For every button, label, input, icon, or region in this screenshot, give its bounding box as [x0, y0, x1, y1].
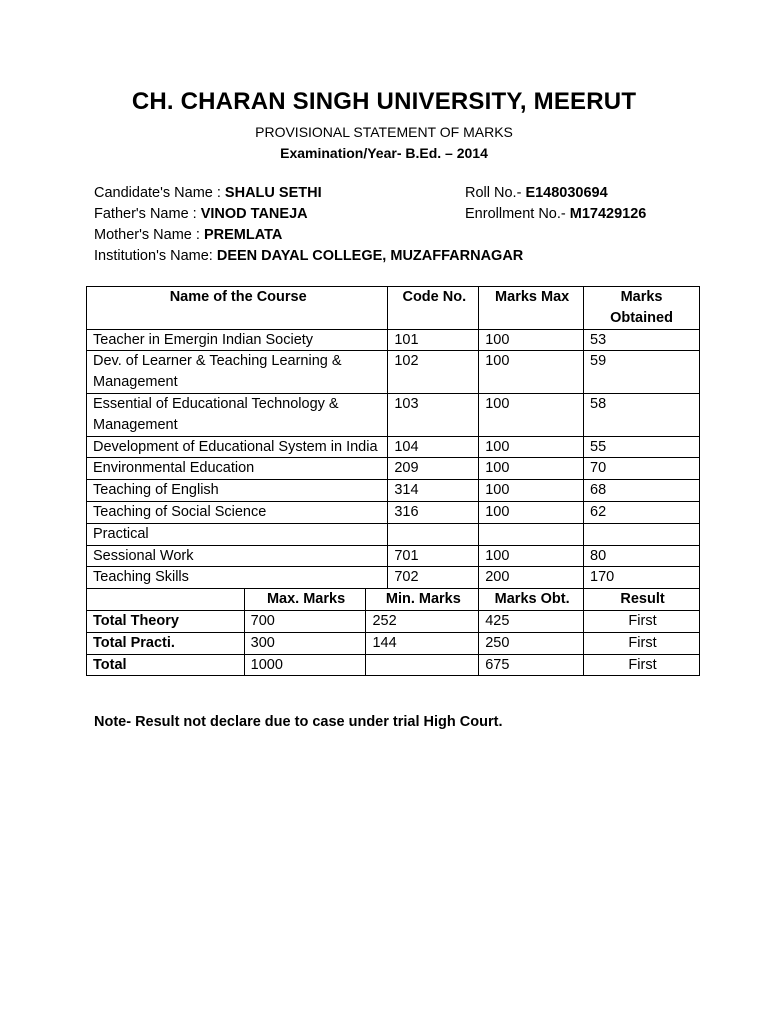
- table-row: [87, 458, 700, 480]
- mother-name-line: [94, 225, 282, 245]
- course-code: 104: [388, 436, 479, 458]
- course-marks-max: 100: [479, 545, 584, 567]
- course-marks-max: 100: [479, 480, 584, 502]
- course-header-row: [87, 287, 700, 330]
- course-name: Teaching of English: [87, 480, 388, 502]
- course-name: Dev. of Learner & Teaching Learning & Management: [87, 351, 388, 394]
- course-name: Practical: [87, 523, 388, 545]
- course-name: Development of Educational System in India: [87, 436, 388, 458]
- total-label: Total: [87, 654, 245, 676]
- course-code: 316: [388, 501, 479, 523]
- father-name-label: Father's Name :: [94, 206, 201, 222]
- course-code: 701: [388, 545, 479, 567]
- totals-row: [87, 632, 700, 654]
- table-row: [87, 329, 700, 351]
- institution-value: DEEN DAYAL COLLEGE, MUZAFFARNAGAR: [216, 248, 524, 264]
- course-marks-max: 100: [479, 393, 584, 436]
- candidate-name-line: [94, 183, 322, 203]
- total-marks-obt: 425: [479, 610, 584, 632]
- course-marks-max: 100: [479, 436, 584, 458]
- total-max-marks: 300: [244, 632, 366, 654]
- course-marks-obtained: 70: [584, 458, 700, 480]
- roll-number-line: [465, 183, 608, 203]
- course-marks-max: 100: [479, 351, 584, 394]
- total-label: Total Theory: [87, 610, 245, 632]
- header-code-no: Code No.: [388, 287, 479, 330]
- course-marks-obtained: 62: [584, 501, 700, 523]
- totals-row: [87, 654, 700, 676]
- course-code: 101: [388, 329, 479, 351]
- course-code: 702: [388, 567, 479, 589]
- header-marks-obtained: Marks Obtained: [584, 287, 700, 330]
- total-min-marks: [366, 654, 479, 676]
- course-name: Teaching of Social Science: [87, 501, 388, 523]
- header-course-name: Name of the Course: [87, 287, 388, 330]
- course-marks-obtained: 80: [584, 545, 700, 567]
- total-max-marks: 700: [244, 610, 366, 632]
- exam-year: Examination/Year- B.Ed. – 2014: [280, 145, 488, 161]
- mother-name-value: PREMLATA: [203, 227, 283, 243]
- institution-label: Institution's Name:: [94, 248, 217, 264]
- candidate-name-label: Candidate's Name :: [94, 185, 225, 201]
- course-marks-obtained: 170: [584, 567, 700, 589]
- course-marks-obtained: 53: [584, 329, 700, 351]
- header-marks-max: Marks Max: [479, 287, 584, 330]
- result-note: Note- Result not declare due to case under trial High Court.: [94, 714, 503, 730]
- course-name: Environmental Education: [87, 458, 388, 480]
- total-min-marks: 252: [366, 610, 479, 632]
- institution-line: [94, 246, 523, 266]
- header-marks-obt: Marks Obt.: [479, 589, 584, 611]
- roll-number-label: Roll No.-: [465, 185, 526, 201]
- course-code: 102: [388, 351, 479, 394]
- course-code: 103: [388, 393, 479, 436]
- roll-number-value: E148030694: [525, 185, 608, 201]
- header-max-marks: Max. Marks: [244, 589, 366, 611]
- table-row: [87, 351, 700, 394]
- total-result: First: [584, 654, 700, 676]
- course-marks-max: 100: [479, 329, 584, 351]
- header-min-marks: Min. Marks: [366, 589, 479, 611]
- enrollment-number-line: [465, 204, 646, 224]
- university-title: CH. CHARAN SINGH UNIVERSITY, MEERUT: [131, 88, 637, 115]
- table-row: [87, 436, 700, 458]
- statement-title: PROVISIONAL STATEMENT OF MARKS: [255, 124, 513, 140]
- candidate-name-value: SHALU SETHI: [224, 185, 322, 201]
- father-name-value: VINOD TANEJA: [200, 206, 308, 222]
- course-code: 209: [388, 458, 479, 480]
- total-marks-obt: 675: [479, 654, 584, 676]
- course-marks-obtained: 58: [584, 393, 700, 436]
- marks-table: [86, 286, 700, 676]
- total-result: First: [584, 632, 700, 654]
- table-row: [87, 545, 700, 567]
- total-max-marks: 1000: [244, 654, 366, 676]
- course-name: Teaching Skills: [87, 567, 388, 589]
- table-row: [87, 480, 700, 502]
- course-marks-max: 100: [479, 458, 584, 480]
- course-marks-obtained: 59: [584, 351, 700, 394]
- father-name-line: [94, 204, 308, 224]
- total-marks-obt: 250: [479, 632, 584, 654]
- course-marks-max: 100: [479, 501, 584, 523]
- course-code: [388, 523, 479, 545]
- total-result: First: [584, 610, 700, 632]
- header-result: Result: [584, 589, 700, 611]
- course-code: 314: [388, 480, 479, 502]
- course-name: Sessional Work: [87, 545, 388, 567]
- course-marks-obtained: 68: [584, 480, 700, 502]
- course-name: Teacher in Emergin Indian Society: [87, 329, 388, 351]
- totals-header-row: [87, 589, 700, 611]
- table-row: [87, 567, 700, 589]
- enrollment-number-label: Enrollment No.-: [465, 206, 570, 222]
- table-row: [87, 501, 700, 523]
- table-row: [87, 523, 700, 545]
- mother-name-label: Mother's Name :: [94, 227, 204, 243]
- enrollment-number-value: M17429126: [569, 206, 647, 222]
- totals-row: [87, 610, 700, 632]
- course-name: Essential of Educational Technology & Management: [87, 393, 388, 436]
- course-marks-obtained: [584, 523, 700, 545]
- course-marks-obtained: 55: [584, 436, 700, 458]
- total-min-marks: 144: [366, 632, 479, 654]
- course-marks-max: 200: [479, 567, 584, 589]
- totals-header-blank: [87, 589, 245, 611]
- course-marks-max: [479, 523, 584, 545]
- table-row: [87, 393, 700, 436]
- total-label: Total Practi.: [87, 632, 245, 654]
